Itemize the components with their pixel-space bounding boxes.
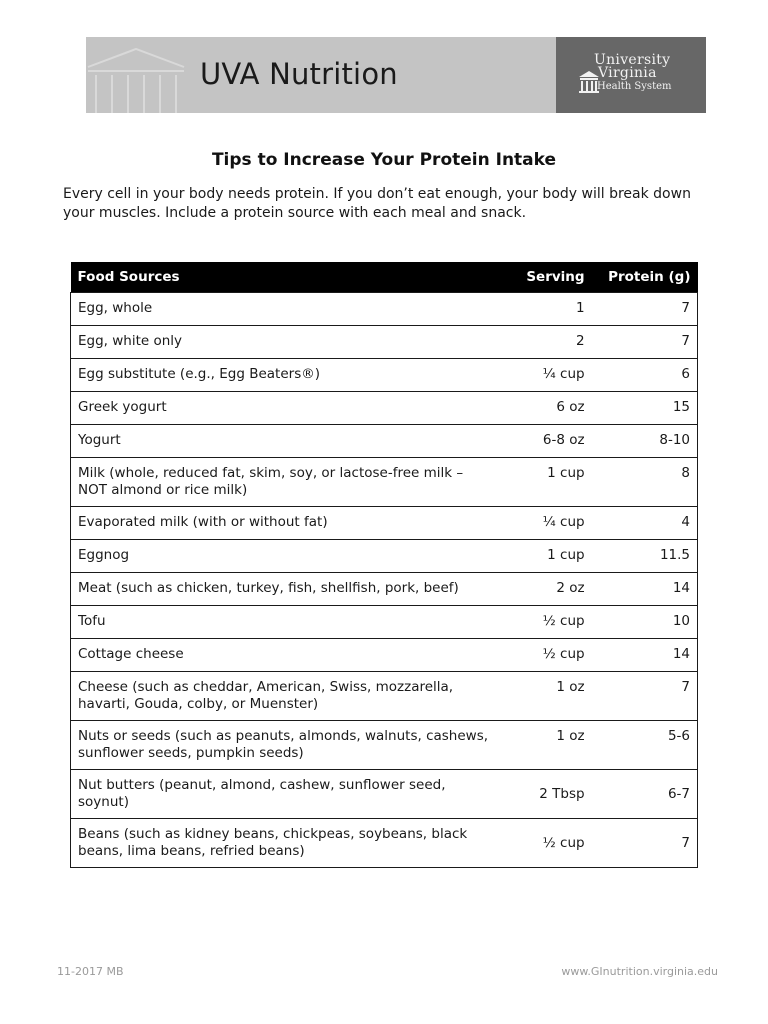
table-row <box>71 639 698 672</box>
protein-cell: 11.5 <box>592 540 698 573</box>
logo-text <box>594 54 672 93</box>
logo-line-virginia: Virginia <box>598 65 657 81</box>
logo-line-health-system: Health System <box>597 81 672 92</box>
protein-cell: 7 <box>592 293 698 326</box>
table-row <box>71 359 698 392</box>
table-row <box>71 672 698 721</box>
serving-cell: 6-8 oz <box>500 425 592 458</box>
protein-cell: 10 <box>592 606 698 639</box>
table-row <box>71 507 698 540</box>
header-protein: Protein (g) <box>592 262 698 293</box>
header-serving: Serving <box>500 262 592 293</box>
table-row <box>71 721 698 770</box>
food-cell: Evaporated milk (with or without fat) <box>71 507 500 540</box>
food-cell: Egg substitute (e.g., Egg Beaters®) <box>71 359 500 392</box>
footer-date-code: 11-2017 MB <box>57 965 124 978</box>
serving-cell: 2 oz <box>500 573 592 606</box>
protein-cell: 6-7 <box>592 770 698 819</box>
uva-health-logo <box>556 37 706 113</box>
food-cell: Nuts or seeds (such as peanuts, almonds, walnuts, cashews, sunflower seeds, pumpkin seeds) <box>71 721 500 770</box>
table-row <box>71 293 698 326</box>
serving-cell: 1 oz <box>500 672 592 721</box>
serving-cell: ½ cup <box>500 819 592 868</box>
protein-cell: 8-10 <box>592 425 698 458</box>
protein-cell: 7 <box>592 672 698 721</box>
protein-cell: 14 <box>592 639 698 672</box>
food-cell: Cheese (such as cheddar, American, Swiss, mozzarella, havarti, Gouda, colby, or Muenster) <box>71 672 500 721</box>
serving-cell: 1 cup <box>500 458 592 507</box>
food-cell: Greek yogurt <box>71 392 500 425</box>
serving-cell: 1 <box>500 293 592 326</box>
food-cell: Egg, white only <box>71 326 500 359</box>
protein-cell: 7 <box>592 326 698 359</box>
table-row <box>71 326 698 359</box>
table-row <box>71 606 698 639</box>
table-row <box>71 425 698 458</box>
table-header-row <box>71 262 698 293</box>
serving-cell: ¼ cup <box>500 359 592 392</box>
logo-line-university: University <box>594 52 671 68</box>
food-cell: Cottage cheese <box>71 639 500 672</box>
serving-cell: 6 oz <box>500 392 592 425</box>
protein-cell: 15 <box>592 392 698 425</box>
serving-cell: ½ cup <box>500 606 592 639</box>
food-cell: Yogurt <box>71 425 500 458</box>
table-row <box>71 819 698 868</box>
food-cell: Tofu <box>71 606 500 639</box>
header-food-sources: Food Sources <box>71 262 500 293</box>
food-cell: Egg, whole <box>71 293 500 326</box>
food-cell: Beans (such as kidney beans, chickpeas, soybeans, black beans, lima beans, refried beans) <box>71 819 500 868</box>
protein-cell: 5-6 <box>592 721 698 770</box>
intro-paragraph: Every cell in your body needs protein. If you don’t eat enough, your body will break down your muscles. Include a protein source with each meal and snack. <box>63 186 691 221</box>
serving-cell: 1 oz <box>500 721 592 770</box>
protein-cell: 6 <box>592 359 698 392</box>
protein-cell: 8 <box>592 458 698 507</box>
protein-cell: 7 <box>592 819 698 868</box>
protein-cell: 14 <box>592 573 698 606</box>
serving-cell: 2 <box>500 326 592 359</box>
banner-title: UVA Nutrition <box>200 57 398 91</box>
table-row <box>71 458 698 507</box>
protein-sources-table <box>70 262 698 868</box>
table-row <box>71 392 698 425</box>
food-cell: Nut butters (peanut, almond, cashew, sunflower seed, soynut) <box>71 770 500 819</box>
food-cell: Milk (whole, reduced fat, skim, soy, or lactose-free milk – NOT almond or rice milk) <box>71 458 500 507</box>
serving-cell: ¼ cup <box>500 507 592 540</box>
serving-cell: ½ cup <box>500 639 592 672</box>
food-cell: Eggnog <box>71 540 500 573</box>
header-banner <box>86 37 706 113</box>
document-title: Tips to Increase Your Protein Intake <box>211 150 557 170</box>
table-row <box>71 573 698 606</box>
footer-website: www.GInutrition.virginia.edu <box>561 965 718 978</box>
rotunda-building-icon <box>86 37 186 113</box>
serving-cell: 2 Tbsp <box>500 770 592 819</box>
food-cell: Meat (such as chicken, turkey, fish, shellfish, pork, beef) <box>71 573 500 606</box>
protein-cell: 4 <box>592 507 698 540</box>
table-row <box>71 540 698 573</box>
serving-cell: 1 cup <box>500 540 592 573</box>
table-row <box>71 770 698 819</box>
